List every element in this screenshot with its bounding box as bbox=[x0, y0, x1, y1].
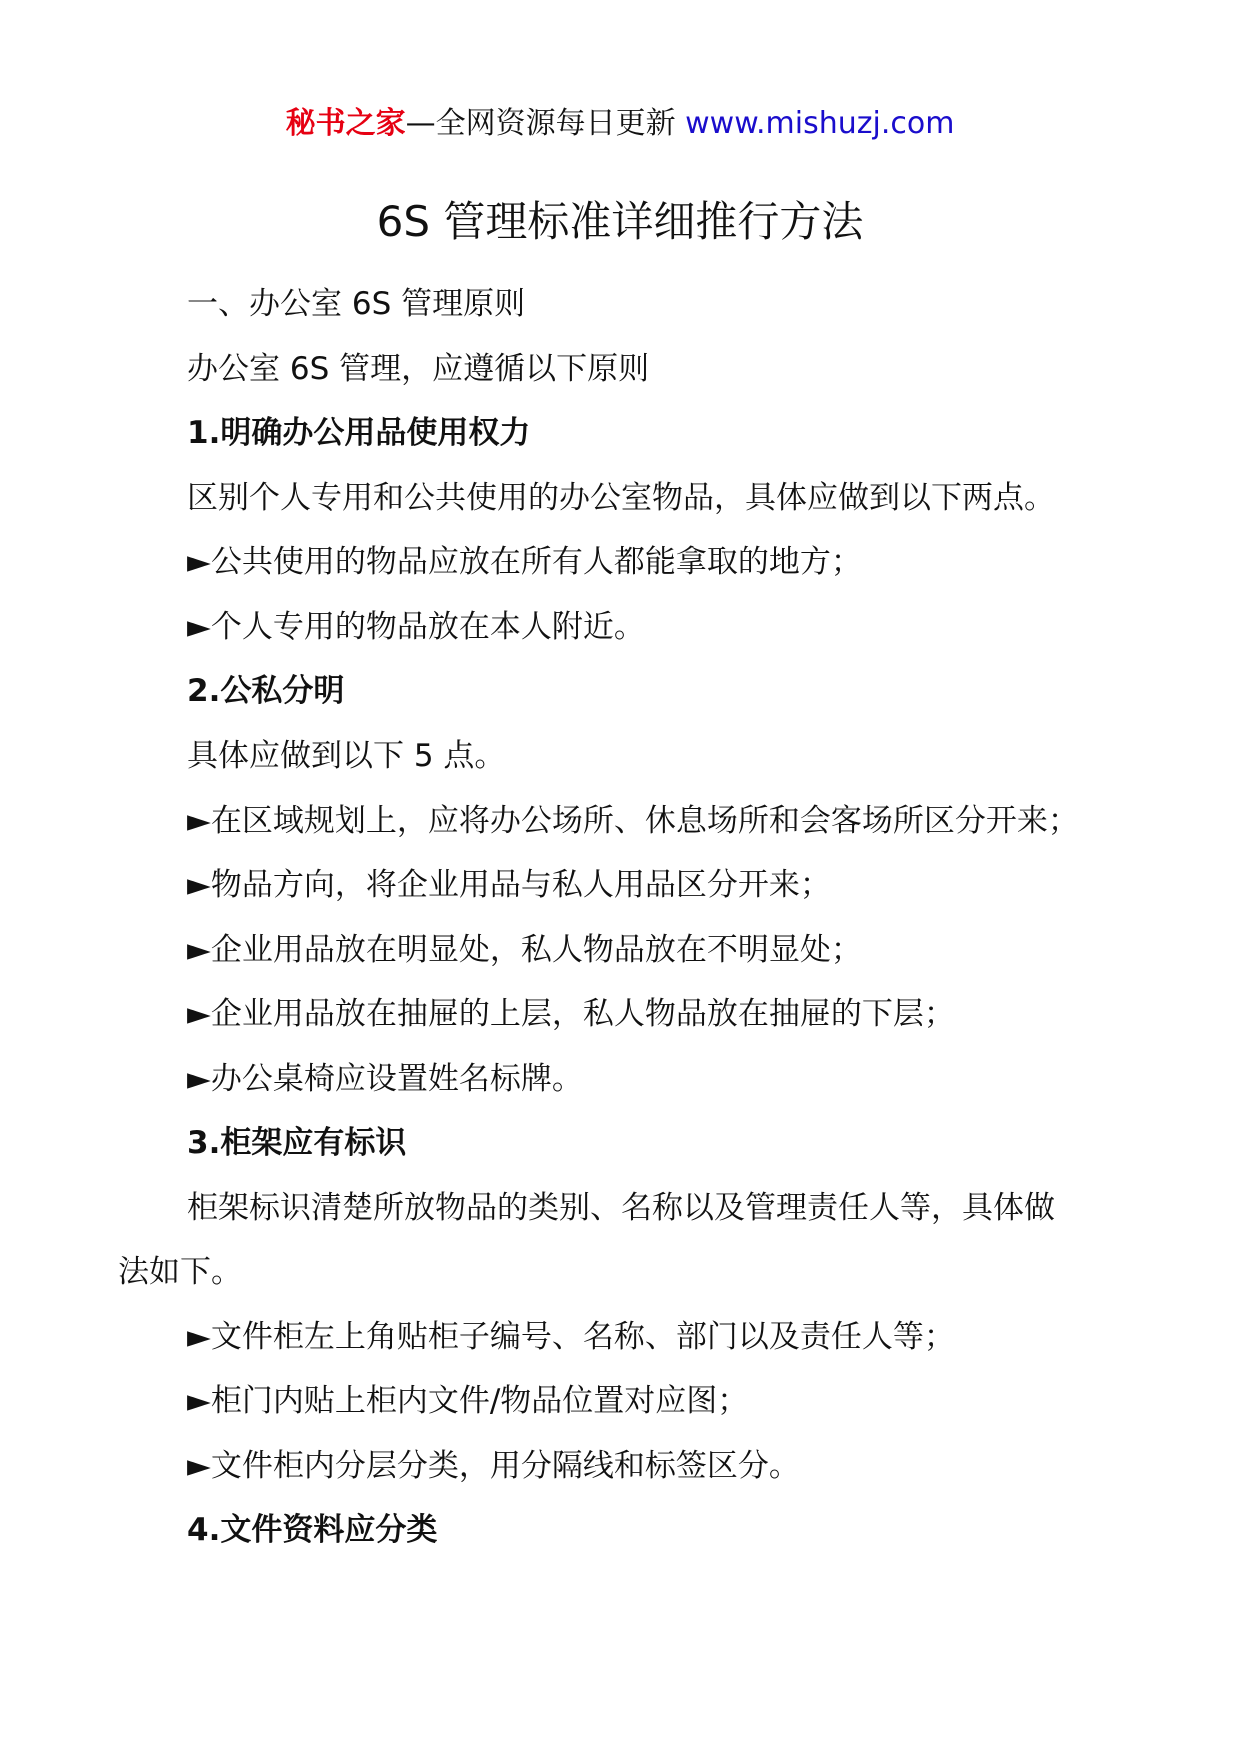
paragraph: 具体应做到以下 5 点。 bbox=[187, 738, 506, 774]
subsection-heading: 3.柜架应有标识 bbox=[187, 1125, 407, 1161]
bullet-item: ►公共使用的物品应放在所有人都能拿取的地方； bbox=[187, 544, 862, 580]
bullet-item: ►文件柜内分层分类，用分隔线和标签区分。 bbox=[187, 1448, 800, 1484]
page-title: 6S 管理标准详细推行方法 bbox=[376, 197, 864, 246]
bullet-item: ►个人专用的物品放在本人附近。 bbox=[187, 609, 645, 645]
paragraph-continuation: 法如下。 bbox=[118, 1254, 242, 1290]
bullet-item: ►企业用品放在明显处，私人物品放在不明显处； bbox=[187, 932, 862, 968]
bullet-item: ►文件柜左上角贴柜子编号、名称、部门以及责任人等； bbox=[187, 1319, 955, 1355]
site-brand: 秘书之家 bbox=[285, 106, 406, 141]
paragraph: 办公室 6S 管理，应遵循以下原则 bbox=[187, 351, 650, 387]
paragraph: 区别个人专用和公共使用的办公室物品，具体应做到以下两点。 bbox=[187, 480, 1055, 516]
section-heading: 一、办公室 6S 管理原则 bbox=[187, 286, 526, 322]
subsection-heading: 2.公私分明 bbox=[187, 673, 345, 709]
paragraph: 柜架标识清楚所放物品的类别、名称以及管理责任人等，具体做 bbox=[187, 1190, 1055, 1226]
site-url-link[interactable]: www.mishuzj.com bbox=[685, 106, 955, 141]
subsection-heading: 1.明确办公用品使用权力 bbox=[187, 415, 531, 451]
bullet-item: ►办公桌椅应设置姓名标牌。 bbox=[187, 1061, 583, 1097]
bullet-item: ►物品方向，将企业用品与私人用品区分开来； bbox=[187, 867, 831, 903]
bullet-item: ►企业用品放在抽屉的上层，私人物品放在抽屉的下层； bbox=[187, 996, 955, 1032]
site-tagline: —全网资源每日更新 bbox=[405, 106, 676, 141]
subsection-heading: 4.文件资料应分类 bbox=[187, 1512, 438, 1548]
site-header bbox=[0, 104, 1240, 144]
bullet-item: ►柜门内贴上柜内文件/物品位置对应图； bbox=[187, 1383, 749, 1419]
bullet-item: ►在区域规划上，应将办公场所、休息场所和会客场所区分开来； bbox=[187, 803, 1079, 839]
